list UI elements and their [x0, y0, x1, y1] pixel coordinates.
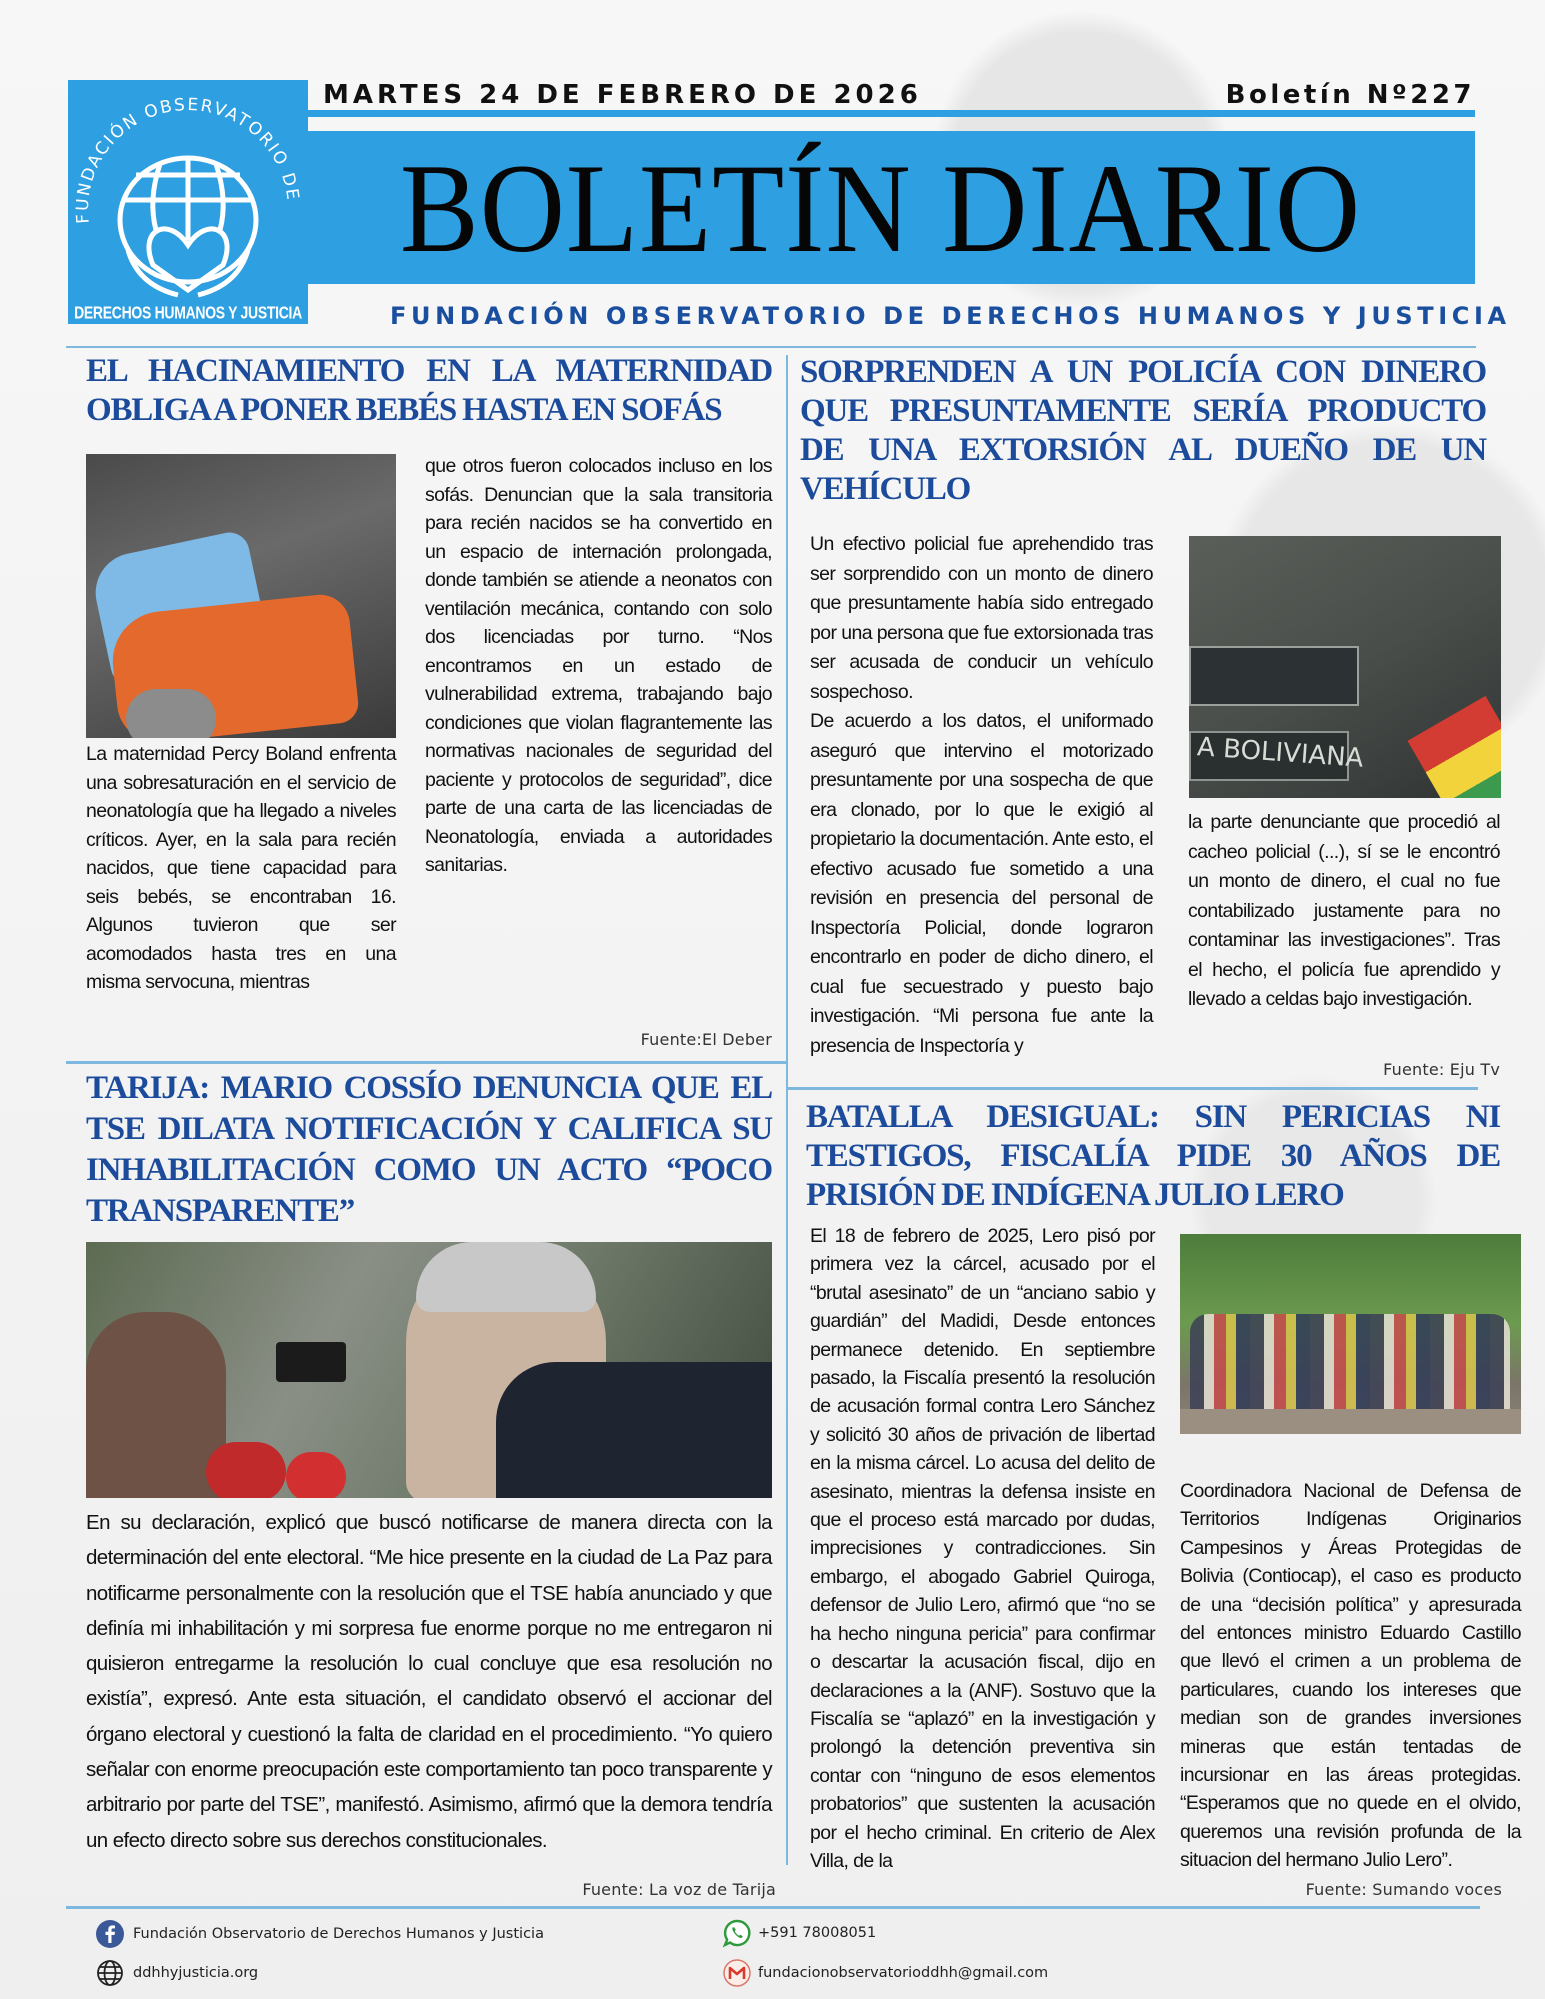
- section-divider: [66, 1061, 786, 1064]
- issue-date: MARTES 24 DE FEBRERO DE 2026: [323, 80, 922, 110]
- article-body-col2: Coordinadora Nacional de Defensa de Territorios Indígenas Originarios Campesinos y Áreas Protegidas de Bolivia (Contiocap), el caso es producto de una “decisión política” y apresurada del entonces ministro Eduardo Castillo que llevó el crimen a un problema de particulares, cuando los intereses que median son de grandes inversiones mineras que están tentadas de incursionar en las áreas protegidas. “Esperamos que no quede en el olvido, queremos una revisión profunda de la situacion del hermano Julio Lero”.: [1180, 1480, 1521, 1872]
- article-body-col1: [810, 530, 1153, 1061]
- article-paragraph: Un efectivo policial fue aprehendido tras ser sorprendido con un monto de dinero que presuntamente había sido entregado por una persona que fue extorsionada tras ser acusada de conducir un vehículo sospechoso.: [810, 533, 1153, 703]
- header-rule: [308, 110, 1475, 117]
- article-source: Fuente:El Deber: [640, 1030, 772, 1049]
- footer-website-label: ddhhyjusticia.org: [133, 1965, 259, 1981]
- article-headline: BATALLA DESIGUAL: SIN PERICIAS NI TESTIGOS, FISCALÍA PIDE 30 AÑOS DE PRISIÓN DE INDÍGENA JULIO LERO: [806, 1099, 1500, 1213]
- article-source: Fuente: Sumando voces: [1305, 1880, 1502, 1899]
- article-photo-police: [1189, 536, 1501, 798]
- globe-icon: [95, 1958, 125, 1988]
- article-headline: TARIJA: MARIO COSSÍO DENUNCIA QUE EL TSE DILATA NOTIFICACIÓN Y CALIFICA SU INHABILITACIÓN COMO UN ACTO “POCO TRANSPARENTE”: [86, 1070, 772, 1229]
- footer-facebook[interactable]: [95, 1919, 544, 1949]
- article-headline: EL HACINAMIENTO EN LA MATERNIDAD OBLIGA A PONER BEBÉS HASTA EN SOFÁS: [86, 353, 772, 428]
- logo-arc-text: FUNDACIÓN OBSERVATORIO DE: [72, 94, 303, 225]
- footer-whatsapp-label: +591 78008051: [758, 1925, 877, 1941]
- section-divider: [66, 346, 1476, 348]
- footer-whatsapp[interactable]: [722, 1918, 876, 1948]
- globe-hands-heart-icon: [68, 80, 308, 324]
- article-source: Fuente: Eju Tv: [1383, 1060, 1500, 1079]
- section-divider: [788, 1087, 1478, 1090]
- article-body-col1: La maternidad Percy Boland enfrenta una sobresaturación en el servicio de neonatología que ha llegado a niveles críticos. Ayer, en la sala para recién nacidos, que tiene capacidad para seis bebés, se encontraban 16. Algunos tuvieron que ser acomodados hasta tres en una misma servocuna, mientras: [86, 743, 396, 993]
- article-headline: SORPRENDEN A UN POLICÍA CON DINERO QUE PRESUNTAMENTE SERÍA PRODUCTO DE UNA EXTORSIÓN AL DUEÑO DE UN VEHÍCULO: [800, 354, 1486, 507]
- facebook-icon: [95, 1919, 125, 1949]
- article-body-col2: que otros fueron colocados incluso en los sofás. Denuncian que la sala transitoria para recién nacidos se ha convertido en un espacio de internación prolongada, donde también se atiende a neonatos con ventilación mecánica, contando con solo dos licenciadas por turno. “Nos encontramos en un estado de vulnerabilidad extrema, trabajando bajo condiciones que violan flagrantemente las normativas nacionales de seguridad del paciente y protocolos de seguridad”, dice parte de una carta de las licenciadas de Neonatología, enviada a autoridades sanitarias.: [425, 455, 772, 876]
- article-paragraph: De acuerdo a los datos, el uniformado aseguró que intervino el motorizado presuntamente por una sospecha de que era clonado, por lo que le exigió al propietario la documentación. Ante esto, el efectivo acusado fue sometido a una revisión en presencia del personal de Inspectoría Policial, donde lograron encontrarlo en poder de dicho dinero, el cual fue secuestrado y puesto bajo investigación. “Mi persona fue ante la presencia de Inspectoría y: [810, 710, 1153, 1057]
- footer-email-label: fundacionobservatorioddhh@gmail.com: [758, 1965, 1049, 1981]
- whatsapp-icon: [722, 1918, 752, 1948]
- gmail-icon: [722, 1958, 752, 1988]
- article-body-col1: El 18 de febrero de 2025, Lero pisó por primera vez la cárcel, acusado por el “brutal asesinato” de un “anciano sabio y guardián” del Madidi, Desde entonces permanece detenido. En septiembre pasado, la Fiscalía presentó la resolución de acusación formal contra Lero Sánchez y solicitó 30 años de privación de libertad en la misma cárcel. Lo acusa del delito de asesinato, mientras la defensa insiste en que el proceso está marcado por dudas, imprecisiones y contradicciones. Sin embargo, el abogado Gabriel Quiroga, defensor de Julio Lero, afirmó que “no se ha hecho ninguna pericia” para confirmar o descartar la acusación fiscal, dijo en declaraciones a la (ANF). Sostuvo que la Fiscalía se “aplazó” en la investigación y prolongó la detención preventiva sin contar con “ninguno de esos elementos probatorios” que sustenten la acusación por el hecho criminal. En criterio de Alex Villa, de la: [810, 1225, 1155, 1872]
- article-body-col2: la parte denunciante que procedió al cacheo policial (...), sí se le encontró un monto de dinero, el cual no fue contabilizado justamente para no contaminar las investigaciones”. Tras el hecho, el policía fue aprendido y llevado a celdas bajo investigación.: [1188, 811, 1500, 1010]
- article-photo-group: [1180, 1234, 1521, 1434]
- article-photo-interview: [86, 1242, 772, 1498]
- footer-email[interactable]: [722, 1958, 1048, 1988]
- footer-divider: [66, 1906, 1480, 1909]
- footer-facebook-label: Fundación Observatorio de Derechos Humanos y Justicia: [133, 1926, 544, 1942]
- logo-bottom-text: DERECHOS HUMANOS Y JUSTICIA: [74, 302, 302, 322]
- article-body: En su declaración, explicó que buscó notificarse de manera directa con la determinación del ente electoral. “Me hice presente en la ciudad de La Paz para notificarme personalmente con la resolución que el TSE había anunciado y que definía mi inhabilitación y mi sorpresa fue enorme porque no me entregaron ni quisieron entregarme la resolución lo cual concluye que esa resolución no existía”, expresó. Ante esta situación, el candidato observó el accionar del órgano electoral y cuestionó la falta de claridad en el procedimiento. “Yo quiero señalar con enorme preocupación este comportamiento tan poco transparente y arbitrario por parte del TSE”, manifestó. Asimismo, afirmó que la demora tendría un efecto directo sobre sus derechos constitucionales.: [86, 1511, 772, 1852]
- article-photo-babies: [86, 454, 396, 738]
- footer-website[interactable]: [95, 1958, 258, 1988]
- bulletin-number: Boletín Nº227: [1225, 80, 1475, 110]
- article-source: Fuente: La voz de Tarija: [582, 1880, 776, 1899]
- masthead-title: BOLETÍN DIARIO: [400, 137, 1362, 279]
- column-divider: [786, 355, 788, 1865]
- photo-patch-text: A BOLIVIANA: [1196, 732, 1365, 774]
- logo: [68, 80, 308, 324]
- masthead-subtitle: FUNDACIÓN OBSERVATORIO DE DERECHOS HUMANOS Y JUSTICIA: [390, 302, 1511, 330]
